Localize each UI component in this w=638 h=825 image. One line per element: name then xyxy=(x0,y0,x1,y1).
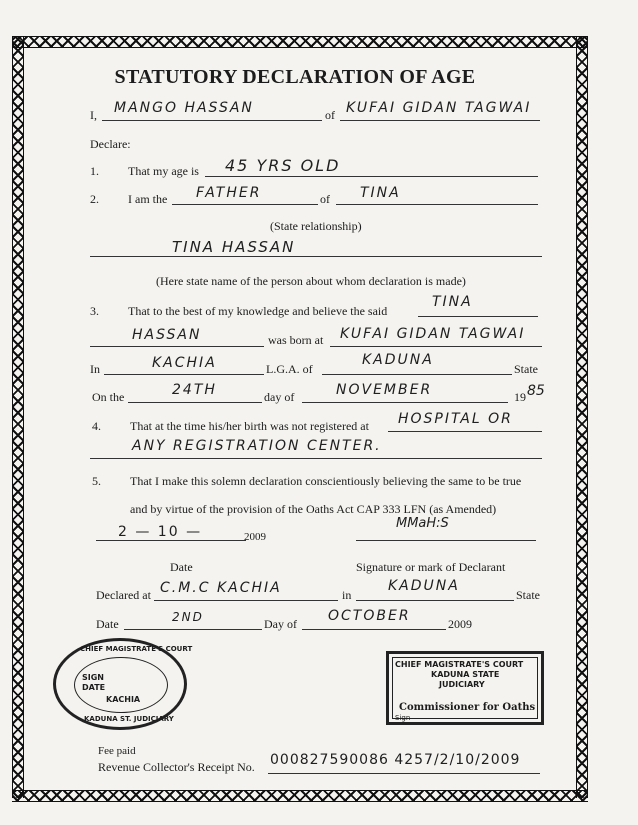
day-line xyxy=(128,402,262,403)
state-line xyxy=(322,374,512,375)
declare-label: Declare: xyxy=(90,137,131,151)
receipt-line xyxy=(268,773,540,774)
stamp-left-sign: SIGN xyxy=(82,673,104,682)
signature-label: Signature or mark of Declarant xyxy=(356,560,506,574)
age-value: 45 YRS OLD xyxy=(225,156,341,175)
item3-number: 3. xyxy=(90,304,99,318)
item1-number: 1. xyxy=(90,164,99,178)
item4-number: 4. xyxy=(92,419,101,433)
declared-in-label: in xyxy=(342,588,352,602)
left-border xyxy=(12,36,24,798)
declared-state-label: State xyxy=(516,588,540,602)
month-line xyxy=(302,402,508,403)
stamp-left-top: CHIEF MAGISTRATE'S COURT xyxy=(80,645,193,653)
declarant-place-line xyxy=(340,120,540,121)
state-label: State xyxy=(514,362,538,376)
dayof-label-2: Day of xyxy=(264,617,297,631)
declared-state-line xyxy=(356,600,514,601)
dayof-label: day of xyxy=(264,390,295,404)
birth-year: 85 xyxy=(527,383,545,399)
commissioner-oaths-stamp xyxy=(386,651,544,725)
declared-day: 2ND xyxy=(172,610,204,624)
person-value: TINA xyxy=(360,185,401,201)
item5-line1: That I make this solemn declaration conscientiously believing the same to be true xyxy=(130,474,522,488)
of-label: of xyxy=(325,108,335,122)
declared-state: KADUNA xyxy=(388,578,460,594)
stamp-right-line1: CHIEF MAGISTRATE'S COURT xyxy=(395,660,524,669)
item5-number: 5. xyxy=(92,474,101,488)
declared-at-label: Declared at xyxy=(96,588,151,602)
declared-day-line xyxy=(124,629,262,630)
birth-month: NOVEMBER xyxy=(336,382,433,398)
declarant-name: MANGO HASSAN xyxy=(114,100,254,116)
bottom-border xyxy=(12,790,588,802)
year-prefix: 19 xyxy=(514,390,526,404)
relation-line xyxy=(172,204,318,205)
place2-value: ANY REGISTRATION CENTER. xyxy=(132,438,382,454)
lga-line xyxy=(104,374,264,375)
date-written: 2 — 10 — xyxy=(118,524,203,540)
fee-label: Fee paid xyxy=(98,745,136,757)
signature-line xyxy=(356,540,536,541)
lga-value: KACHIA xyxy=(152,355,217,371)
declared-month: OCTOBER xyxy=(328,608,411,624)
right-border xyxy=(576,36,588,798)
declarant-signature: MMaH:S xyxy=(396,516,449,531)
relationship-hint: (State relationship) xyxy=(270,219,362,233)
declared-place: C.M.C KACHIA xyxy=(160,580,282,596)
magistrate-round-stamp xyxy=(53,638,193,730)
name1-line xyxy=(418,316,538,317)
in-label: In xyxy=(90,362,100,376)
receipt-number: 000827590086 4257/2/10/2009 xyxy=(270,752,521,768)
receipt-label: Revenue Collector's Receipt No. xyxy=(98,760,255,774)
declared-month-line xyxy=(302,629,446,630)
state-value: KADUNA xyxy=(362,352,434,368)
fullname-value: TINA HASSAN xyxy=(172,238,296,256)
place1-value: HOSPITAL OR xyxy=(398,411,513,427)
item5-line2: and by virtue of the provision of the Oaths Act CAP 333 LFN (as Amended) xyxy=(130,502,497,516)
declarant-prefix: I, xyxy=(90,108,97,122)
place2-line xyxy=(90,458,542,459)
person-line xyxy=(336,204,538,205)
stamp-right-line4: Commissioner for Oaths xyxy=(399,702,536,713)
stamp-left-date: DATE xyxy=(82,683,106,692)
stamp-right-line3: JUDICIARY xyxy=(439,680,485,689)
born-label: was born at xyxy=(268,333,324,347)
item2-label: I am the xyxy=(128,192,168,206)
stamp-left-bottom: KADUNA ST. JUDICIARY xyxy=(84,715,174,723)
date-year: 2009 xyxy=(244,531,266,543)
name2-value: HASSAN xyxy=(132,327,202,343)
item4-label: That at the time his/her birth was not registered at xyxy=(130,419,369,433)
relation-value: FATHER xyxy=(196,185,262,201)
fullname-hint: (Here state name of the person about whom declaration is made) xyxy=(156,274,466,288)
stamp-left-place: KACHIA xyxy=(106,695,141,704)
declared-place-line xyxy=(154,600,338,601)
lga-label: L.G.A. of xyxy=(266,362,313,376)
name1-value: TINA xyxy=(432,294,473,310)
fullname-line xyxy=(90,256,542,257)
document-title: STATUTORY DECLARATION OF AGE xyxy=(114,66,476,88)
declarant-place: KUFAI GIDAN TAGWAI xyxy=(346,100,532,116)
date-line-label: Date xyxy=(96,617,119,631)
item2-number: 2. xyxy=(90,192,99,206)
item1-label: That my age is xyxy=(128,164,199,178)
name2-line xyxy=(90,346,264,347)
item2-of-label: of xyxy=(320,192,330,206)
stamp-right-line2: KADUNA STATE xyxy=(431,670,500,679)
birthplace-value: KUFAI GIDAN TAGWAI xyxy=(340,326,526,342)
age-line xyxy=(205,176,538,177)
top-border xyxy=(12,36,588,48)
birth-day: 24TH xyxy=(172,382,217,398)
birthplace-line xyxy=(330,346,542,347)
stamp-right-line5: Sign xyxy=(395,714,411,722)
place1-line xyxy=(388,431,542,432)
declarant-name-line xyxy=(102,120,322,121)
onthe-label: On the xyxy=(92,390,125,404)
item3-label: That to the best of my knowledge and believe the said xyxy=(128,304,388,318)
declared-year: 2009 xyxy=(448,617,472,631)
date-line xyxy=(96,540,246,541)
date-label: Date xyxy=(170,560,193,574)
